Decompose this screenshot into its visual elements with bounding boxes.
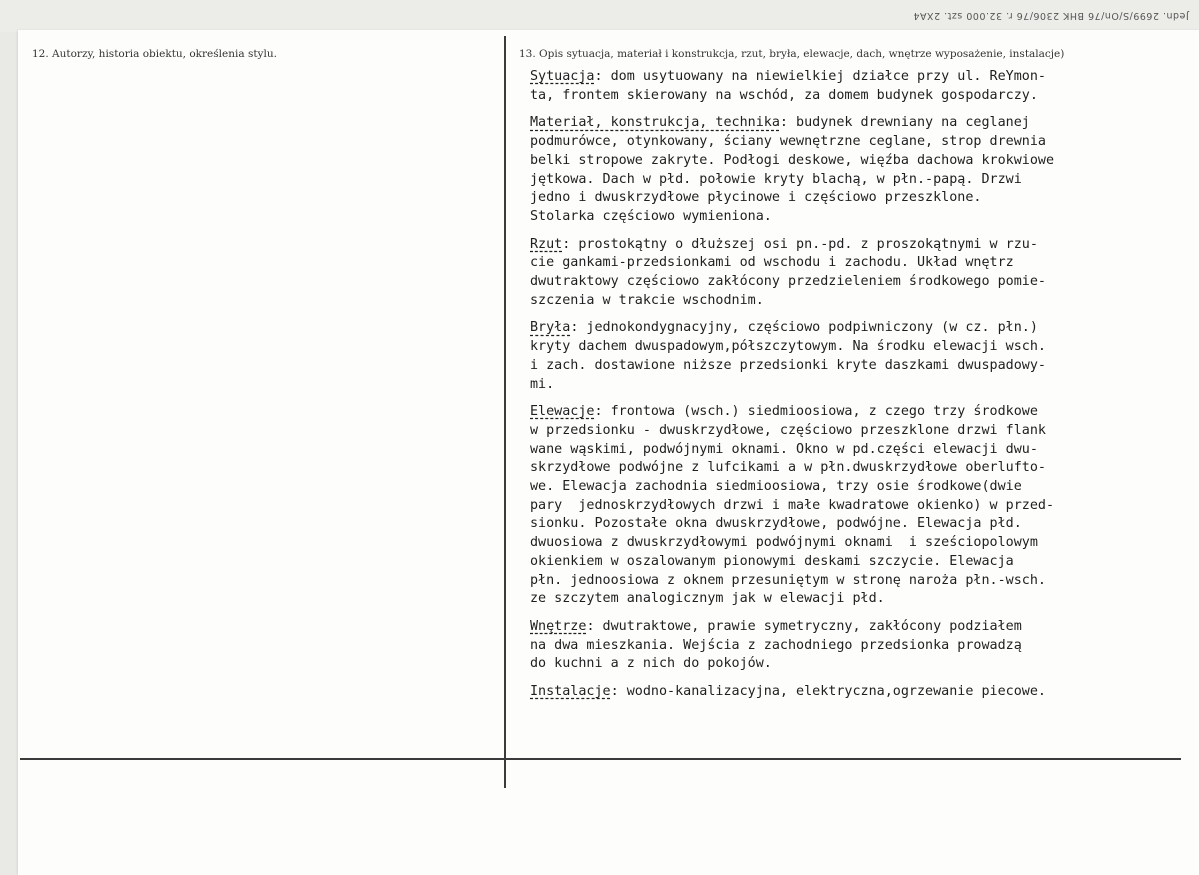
text-line: ze szczytem analogicznym jak w elewacji płd. xyxy=(530,591,885,607)
section-13-heading: 13. Opis sytuacja, materiał i konstrukcja, rzut, bryła, elewacje, dach, wnętrze wyposażenie, instalacje) xyxy=(519,48,1065,60)
text-line: okienkiem w oszalowanym pionowymi deskami szczycie. Elewacja xyxy=(530,553,1014,569)
paragraph-elewacje xyxy=(530,403,1180,609)
text-line: sionku. Pozostałe okna dwuskrzydłowe, podwójne. Elewacja płd. xyxy=(530,516,1022,532)
section-12-heading: 12. Autorzy, historia obiektu, określenia stylu. xyxy=(32,48,277,60)
column-divider xyxy=(504,36,506,788)
paragraph-rzut xyxy=(530,236,1180,311)
text-line: podmurówce, otynkowany, ściany wewnętrzne ceglane, strop drewnia xyxy=(530,134,1046,150)
text-line: jedno i dwuskrzydłowe płycinowe i częściowo przeszklone. xyxy=(530,190,982,206)
paragraph-label: Sytuacja xyxy=(530,69,595,84)
top-paper-strip xyxy=(0,0,1199,32)
paragraph-material xyxy=(530,114,1180,226)
text-line: w przedsionku - dwuskrzydłowe, częściowo przeszklone drzwi flank xyxy=(530,422,1046,438)
print-stamp: Jedn. 2699/S/On/76 BHK 2306/76 r. 32.000 szt. 2XA4 xyxy=(913,10,1189,21)
text-line: pary jednoskrzydłowych drzwi i małe kwadratowe okienko) w przed- xyxy=(530,497,1055,513)
text-line: : frontowa (wsch.) siedmioosiowa, z czego trzy środkowe xyxy=(594,404,1038,420)
section-13-body xyxy=(530,68,1180,711)
paragraph-label: Materiał, konstrukcja, technika xyxy=(530,115,780,131)
text-line: wane wąskimi, podwójnymi oknami. Okno w pd.części elewacji dwu- xyxy=(530,441,1038,457)
text-line: : dom usytuowany na niewielkiej działce przy ul. ReYmon- xyxy=(594,69,1046,84)
text-line: na dwa mieszkania. Wejścia z zachodniego przedsionka prowadzą xyxy=(530,637,1022,653)
paragraph-label: Instalacje xyxy=(530,684,611,700)
text-line: Stolarka częściowo wymieniona. xyxy=(530,208,772,224)
text-line: płn. jednoosiowa z oknem przesuniętym w stronę naroża płn.-wsch. xyxy=(530,572,1046,588)
paragraph-label: Elewacje xyxy=(530,404,595,420)
text-line: we. Elewacja zachodnia siedmioosiowa, trzy osie środkowe(dwie xyxy=(530,479,1022,495)
text-line: kryty dachem dwuspadowym,półszczytowym. Na środku elewacji wsch. xyxy=(530,339,1046,355)
text-line: : budynek drewniany na ceglanej xyxy=(779,115,1030,131)
text-line: belki stropowe zakryte. Podłogi deskowe, więźba dachowa krokwiowe xyxy=(530,152,1055,168)
text-line: dwutraktowy częściowo zakłócony przedzieleniem środkowego pomie- xyxy=(530,274,1046,290)
text-line: cie gankami-przedsionkami od wschodu i zachodu. Układ wnętrz xyxy=(530,255,1014,271)
text-line: do kuchni a z nich do pokojów. xyxy=(530,656,772,672)
paragraph-label: Bryła xyxy=(530,320,571,336)
text-line: : jednokondygnacyjny, częściowo podpiwniczony (w cz. płn.) xyxy=(570,320,1038,336)
text-line: dwuosiowa z dwuskrzydłowymi podwójnymi oknami i sześciopolowym xyxy=(530,535,1038,551)
paragraph-bryla xyxy=(530,319,1180,394)
paragraph-label: Wnętrze xyxy=(530,618,587,634)
bottom-rule xyxy=(20,758,1181,760)
text-line: : wodno-kanalizacyjna, elektryczna,ogrzewanie piecowe. xyxy=(610,684,1046,700)
paragraph-label: Rzut xyxy=(530,236,563,252)
text-line: szczenia w trakcie wschodnim. xyxy=(530,292,764,308)
text-line: ta, frontem skierowany na wschód, za domem budynek gospodarczy. xyxy=(530,87,1038,103)
text-line: skrzydłowe podwójne z lufcikami a w płn.dwuskrzydłowe oberlufto- xyxy=(530,460,1046,476)
text-line: jętkowa. Dach w płd. połowie kryty blachą, w płn.-papą. Drzwi xyxy=(530,171,1022,187)
text-line: i zach. dostawione niższe przedsionki kryte daszkami dwuspadowy- xyxy=(530,357,1046,373)
paragraph-instalacje xyxy=(530,683,1180,702)
text-line: : prostokątny o dłuższej osi pn.-pd. z proszokątnymi w rzu- xyxy=(562,236,1038,252)
text-line: mi. xyxy=(530,376,555,392)
paragraph-wnetrze xyxy=(530,618,1180,674)
paragraph-sytuacja xyxy=(530,68,1180,105)
text-line: : dwutraktowe, prawie symetryczny, zakłócony podziałem xyxy=(586,618,1022,634)
